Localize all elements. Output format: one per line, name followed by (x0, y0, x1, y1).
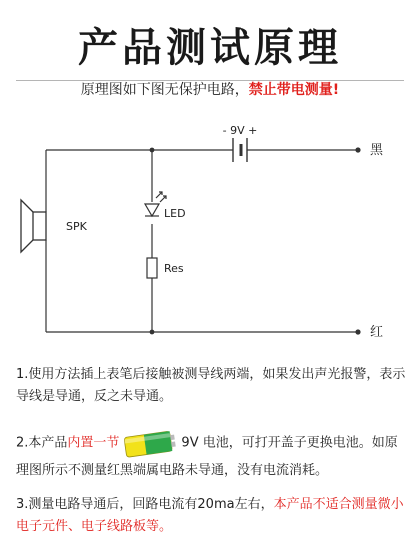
note-3-highlight: 本产品不适合测量微小电子元件、电子线路板等。 (16, 497, 404, 534)
intro-text: 原理图如下图无保护电路， (80, 82, 249, 98)
speaker-label: SPK (66, 220, 87, 233)
resistor-icon (147, 258, 157, 278)
node-bottom-mid (150, 330, 155, 335)
battery-label: - 9V + (222, 124, 258, 137)
terminal-red-node (355, 329, 360, 334)
terminal-black-node (355, 147, 360, 152)
page-title: 产品测试原理 (78, 25, 342, 71)
note-2-suffix: 9V 电池，可打开盖子更换电池。如原理图所示不测量红黑端属电路未导通，没有电流消耗。 (16, 435, 398, 478)
note-2-prefix: 2.本产品 (16, 435, 68, 451)
note-3 (16, 494, 408, 538)
led-icon (145, 192, 166, 216)
battery-symbol (233, 138, 247, 162)
speaker-icon (21, 200, 46, 252)
resistor-label: Res (164, 262, 184, 275)
node-top-mid (150, 148, 155, 153)
note-3-prefix: 3.测量电路导通后，回路电流有20ma左右， (16, 497, 274, 512)
intro-warning: 禁止带电测量! (248, 82, 340, 98)
note-2-highlight: 内置一节 (67, 435, 120, 451)
intro-line (0, 80, 420, 100)
battery-image (121, 426, 179, 460)
led-label: LED (164, 207, 186, 220)
terminal-red-label: 红 (370, 325, 384, 340)
note-1: 1.使用方法插上表笔后接触被测导线两端，如果发出声光报警，表示导线是导通，反之未导通。 (16, 367, 406, 404)
terminal-black-label: 黑 (370, 143, 384, 158)
circuit-diagram (0, 112, 420, 352)
note-2 (16, 426, 408, 482)
